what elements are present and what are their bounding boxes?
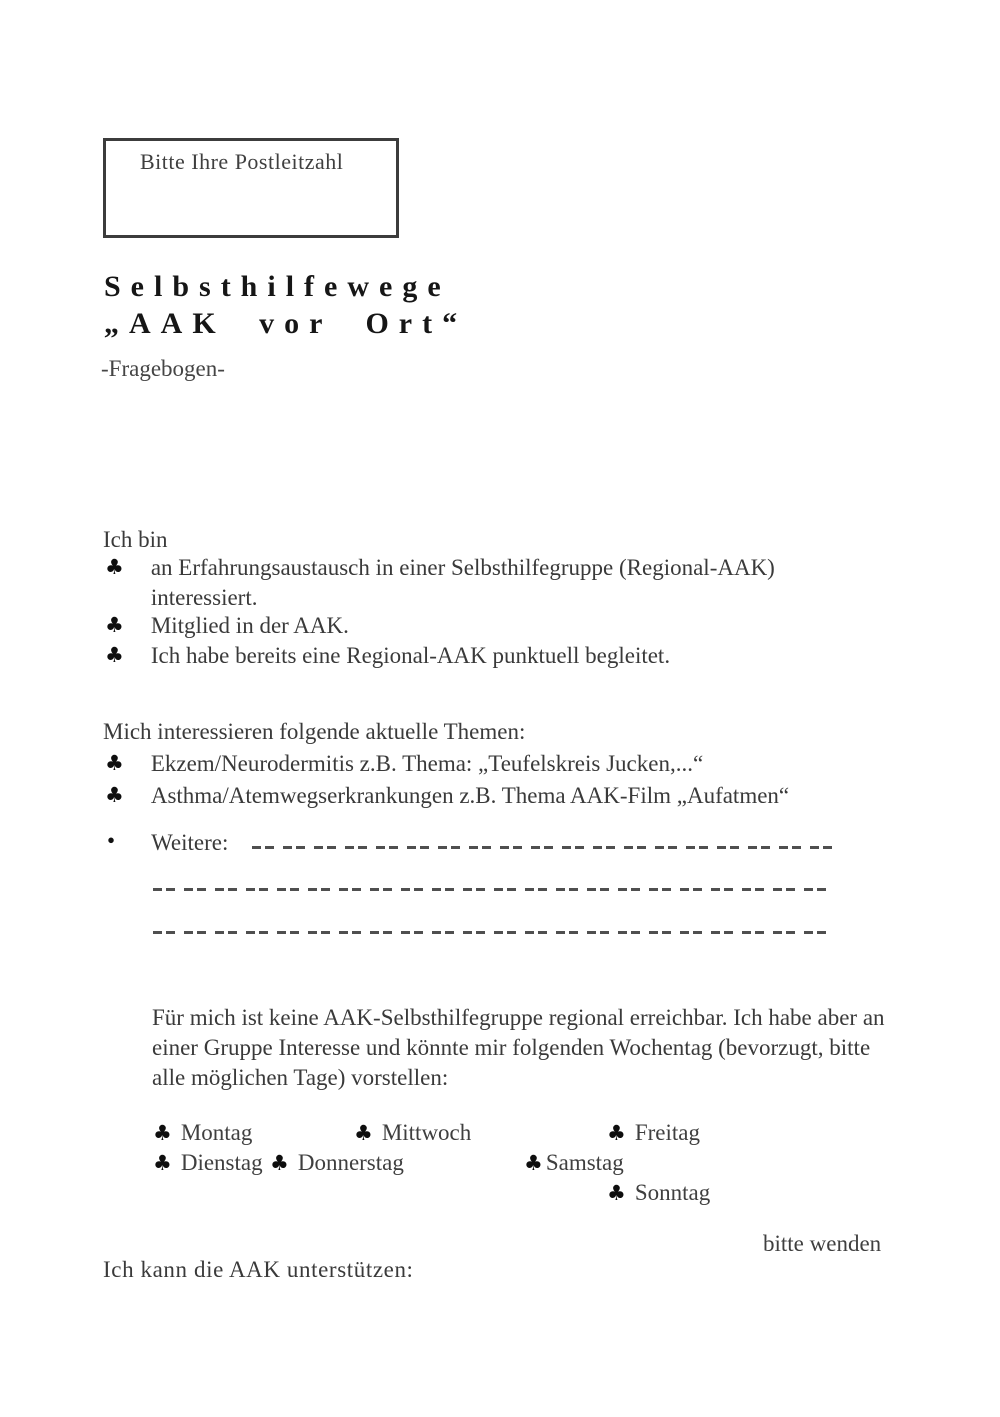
club-suit-icon: ♣: [270, 1151, 289, 1175]
turn-page-note: bitte wenden: [763, 1231, 882, 1256]
postcode-box-label: Bitte Ihre Postleitzahl: [140, 149, 344, 174]
list-item: [105, 611, 349, 641]
weekday-label: Dienstag: [180, 1150, 263, 1175]
section-themen-heading: Mich interessieren folgende aktuelle Themen:: [103, 719, 526, 744]
list-item-label: Ekzem/Neurodermitis z.B. Thema: „Teufelskreis Jucken,...“: [150, 751, 704, 776]
answer-line[interactable]: [252, 846, 837, 849]
club-suit-icon: ♣: [105, 613, 124, 637]
group-availability-paragraph: Für mich ist keine AAK-Selbsthilfegruppe regional erreichbar. Ich habe aber an einer Gruppe Interesse und könnte mir folgenden Wochentag (bevorzugt, bitte alle möglichen Tage) vorstellen:: [152, 1005, 885, 1090]
club-suit-icon: ♣: [153, 1121, 172, 1145]
weekday-option-dienstag: [153, 1149, 263, 1177]
weekday-option-sonntag: [607, 1179, 710, 1207]
page-subtitle: -Fragebogen-: [101, 356, 225, 381]
list-item: [105, 641, 670, 671]
list-item: [105, 749, 703, 779]
weekday-option-donnerstag: [270, 1149, 404, 1177]
weekday-option-samstag: [524, 1149, 624, 1177]
weekday-option-mittwoch: [354, 1119, 471, 1147]
dot-bullet-icon: •: [107, 828, 116, 853]
page-title-line1: Selbsthilfewege: [104, 270, 451, 303]
club-suit-icon: ♣: [105, 555, 124, 579]
list-item: [105, 553, 851, 613]
weekday-label: Sonntag: [634, 1180, 711, 1205]
club-suit-icon: ♣: [105, 643, 124, 667]
list-item-label: Mitglied in der AAK.: [150, 613, 349, 638]
club-suit-icon: ♣: [607, 1181, 626, 1205]
weekday-option-montag: [153, 1119, 252, 1147]
section-ich-bin-heading: Ich bin: [103, 527, 168, 552]
list-item-label: Ich habe bereits eine Regional-AAK punktuell begleitet.: [150, 643, 671, 668]
club-suit-icon: ♣: [354, 1121, 373, 1145]
list-item: [105, 781, 789, 811]
list-item-label: Asthma/Atemwegserkrankungen z.B. Thema AAK-Film „Aufatmen“: [150, 783, 790, 808]
list-item-label: an Erfahrungsaustausch in einer Selbsthilfegruppe (Regional-AAK) interessiert.: [150, 555, 775, 610]
weekday-label: Samstag: [545, 1150, 624, 1175]
weekday-label: Donnerstag: [297, 1150, 404, 1175]
club-suit-icon: ♣: [153, 1151, 172, 1175]
club-suit-icon: ♣: [105, 783, 124, 807]
list-item-weitere: [107, 828, 228, 858]
weitere-label: Weitere:: [151, 830, 229, 855]
answer-line[interactable]: [153, 931, 835, 934]
answer-line[interactable]: [153, 888, 835, 891]
weekday-label: Montag: [180, 1120, 253, 1145]
page-title-line2: „AAK vor Ort“: [104, 307, 468, 340]
club-suit-icon: ♣: [607, 1121, 626, 1145]
weekday-option-freitag: [607, 1119, 700, 1147]
weekday-label: Freitag: [634, 1120, 700, 1145]
club-suit-icon: ♣: [105, 751, 124, 775]
postcode-input-box[interactable]: [103, 138, 399, 238]
support-section-heading: Ich kann die AAK unterstützen:: [103, 1257, 414, 1282]
club-suit-icon: ♣: [524, 1151, 543, 1175]
weekday-label: Mittwoch: [381, 1120, 472, 1145]
page-title: [104, 268, 467, 342]
